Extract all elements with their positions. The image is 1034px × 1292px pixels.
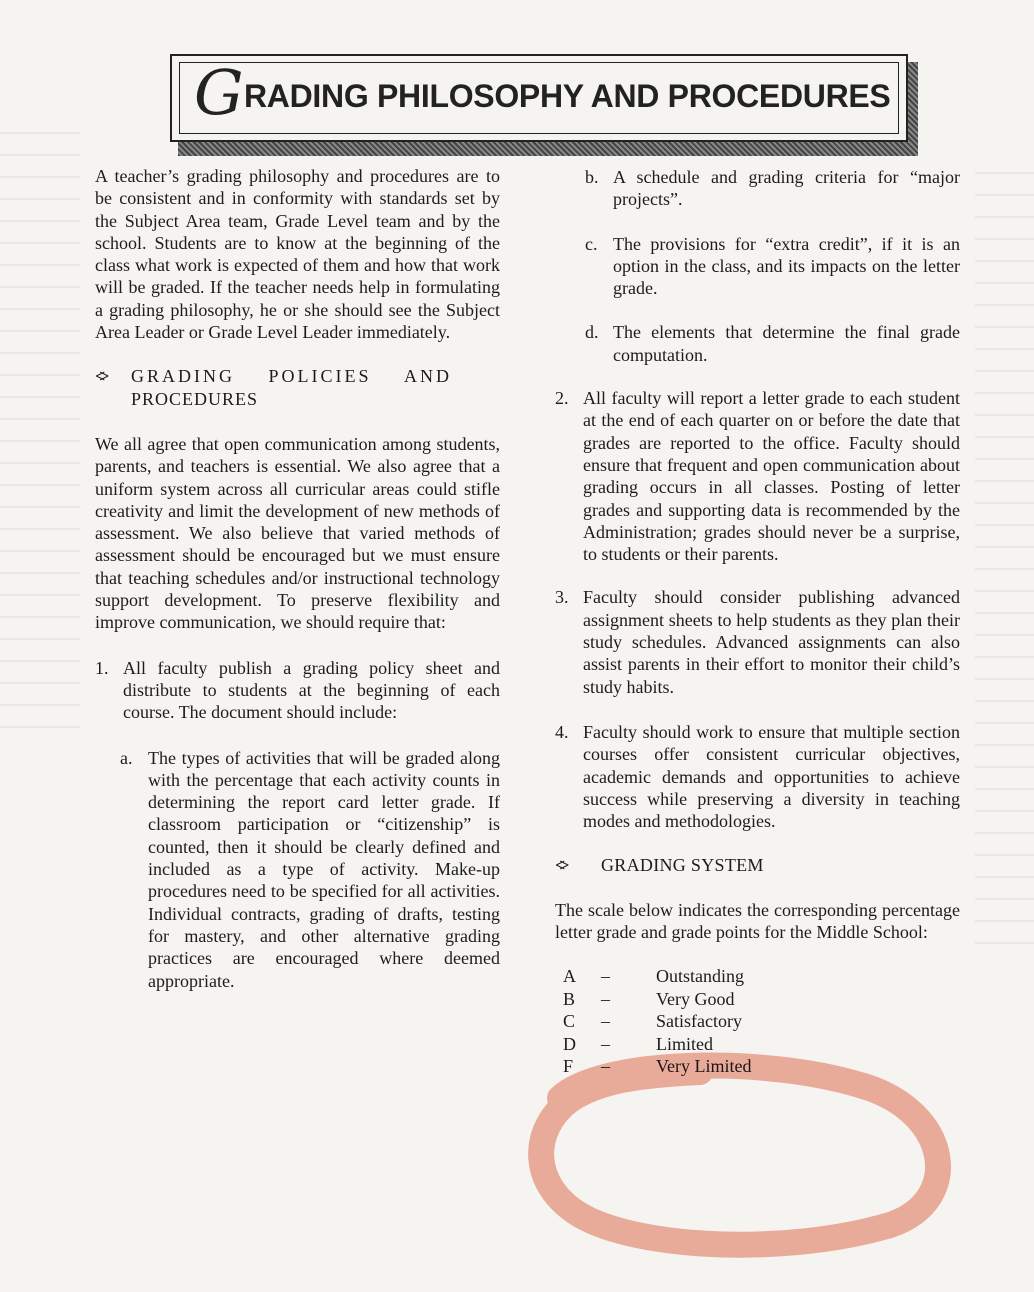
grade-letter: A [563, 966, 576, 987]
grade-dash: – [601, 988, 610, 1009]
section-heading-grading-system [555, 854, 960, 876]
list-item [555, 586, 960, 697]
grade-description: Outstanding [656, 966, 744, 987]
grade-description: Very Good [656, 988, 735, 1009]
grade-row [563, 965, 960, 988]
section2-body: The scale below indicates the corresponding percentage letter grade and grade points for the Middle School: [555, 899, 960, 943]
grade-scale [555, 965, 960, 1078]
right-column [555, 166, 960, 1078]
page-bleed-right [975, 160, 1034, 960]
sub-item-text: The provisions for “extra credit”, if it is an option in the class, and its impacts on the letter grade. [613, 233, 960, 299]
grade-letter: B [563, 988, 576, 1009]
grade-row [563, 1055, 960, 1078]
sub-item-letter: c. [585, 233, 598, 254]
sub-item-text: The elements that determine the final grade computation. [613, 322, 960, 365]
list-item [555, 721, 960, 832]
sub-list-item [555, 321, 960, 366]
sub-item-letter: b. [585, 167, 599, 187]
intro-paragraph: A teacher’s grading philosophy and procedures are to be consistent and in conformity with standards set by the Subject Area team, Grade Level team and by the school. Students are to know at the beginning of the class what work is expected of them and how that work will be graded. If the teacher needs help in formulating a grading philosophy, he or she should see the Subject Area Leader or Grade Level Leader immediately. [95, 166, 500, 343]
grade-letter: C [563, 1011, 576, 1032]
grade-dash: – [601, 966, 610, 987]
page-bleed-left [0, 120, 80, 740]
sub-list-item [95, 747, 500, 992]
list-item-text: All faculty publish a grading policy sheet and distribute to students at the beginning of each course. The document should include: [123, 657, 500, 723]
list-item-text: Faculty should work to ensure that multiple section courses offer consistent curricular objectives, academic demands and opportunities to achieve success while preserving a diversity in teaching modes and methodologies. [583, 721, 960, 832]
heading-line-2: PROCEDURES [131, 388, 259, 409]
double-diamond-icon: <> [95, 366, 104, 387]
title-box [170, 54, 908, 142]
grade-dash: – [601, 1056, 610, 1077]
section1-body: We all agree that open communication among students, parents, and teachers is essential. We also agree that a uniform system across all curricular areas could stifle creativity and limit the development of new methods of assessment. We also believe that varied methods of assessment should be encouraged but we must ensure that teaching schedules and/or instructional technology support development. To preserve flexibility and improve communication, we should require that: [95, 433, 500, 633]
title-initial: G [194, 56, 244, 129]
left-column [95, 165, 500, 992]
list-item [555, 387, 960, 565]
grade-row [563, 988, 960, 1011]
sub-item-text: A schedule and grading criteria for “major projects”. [613, 167, 960, 210]
section-heading-text: GRADING SYSTEM [601, 855, 764, 876]
sub-item-letter: a. [120, 747, 133, 768]
list-item-number: 3. [555, 587, 569, 608]
sub-item-letter: d. [585, 322, 599, 343]
grade-dash: – [601, 1033, 610, 1054]
sub-list-item [555, 166, 960, 211]
list-item [95, 657, 500, 724]
sub-item-text: The types of activities that will be graded along with the percentage that each activity counts in determining the report card letter grade. If classroom participation or “citizenship” is counted, then it should be clearly defined and included as a type of activity. Make-up procedures need to be specified for all activities. Individual contracts, grading of drafts, testing for mastery, and other alternative grading practices are encouraged where deemed appropriate. [148, 747, 500, 991]
heading-line-1: GRADING POLICIES AND [131, 366, 453, 387]
grade-description: Very Limited [656, 1056, 752, 1077]
grade-row [563, 1010, 960, 1033]
grade-letter: D [563, 1033, 576, 1054]
grade-description: Limited [656, 1033, 713, 1054]
grade-description: Satisfactory [656, 1011, 742, 1032]
list-item-text: Faculty should consider publishing advanced assignment sheets to help students as they plan their study schedules. Advanced assignments can also assist parents in their effort to monitor their child’s study habits. [583, 587, 960, 697]
grade-dash: – [601, 1011, 610, 1032]
section-heading-grading-policies [95, 365, 500, 410]
double-diamond-icon: <> [555, 855, 564, 876]
grade-row [563, 1033, 960, 1056]
list-item-number: 2. [555, 388, 569, 409]
list-item-number: 4. [555, 721, 569, 742]
list-item-text: All faculty will report a letter grade to each student at the end of each quarter on or before the date that grades are reported to the office. Faculty should ensure that frequent and open communication about grading occurs in all classes. Posting of letter grades and supporting data is recommended by the Administration; grades should never be a surprise, to students or their parents. [583, 388, 960, 565]
list-item-number: 1. [95, 657, 109, 678]
page-title: RADING PHILOSOPHY AND PROCEDURES [244, 78, 891, 114]
grade-letter: F [563, 1056, 574, 1077]
sub-list-item [555, 233, 960, 300]
